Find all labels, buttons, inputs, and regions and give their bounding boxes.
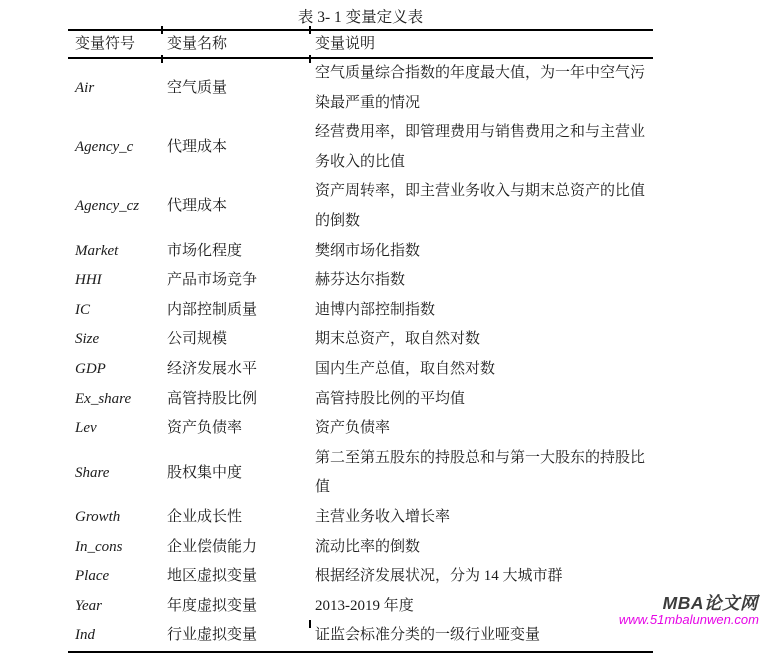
variable-name: 经济发展水平 [167,360,258,377]
table-row [68,444,653,503]
variable-name: 代理成本 [167,138,228,155]
column-divider-tick [161,26,163,34]
variable-description: 迪博内部控制指数 [315,301,436,318]
table-row [68,118,653,177]
variable-name: 企业偿债能力 [167,538,258,555]
variable-name: 行业虚拟变量 [167,627,258,644]
header-row [68,30,653,58]
variable-name: 公司规模 [167,331,228,348]
variable-description: 流动比率的倒数 [315,538,421,555]
variable-name: 市场化程度 [167,242,243,259]
variable-symbol: Agency_cz [75,198,140,215]
variable-definition-table [68,29,653,653]
variable-symbol: Ind [75,627,95,644]
header-variable-description: 变量说明 [315,36,376,52]
variable-description: 第二至第五股东的持股总和与第一大股东的持股比值 [315,449,646,496]
table-row [68,237,653,267]
table-row [68,177,653,236]
variable-symbol: Share [75,464,110,481]
variable-symbol: Year [75,597,102,614]
table-row [68,355,653,385]
variable-description: 经营费用率，即管理费用与销售费用之和与主营业务收入的比值 [315,124,646,170]
table-row [68,414,653,444]
table-body [68,58,653,652]
variable-description: 国内生产总值，取自然对数 [315,360,496,377]
variable-description: 空气质量综合指数的年度最大值，为一年中空气污染最严重的情况 [315,65,646,111]
variable-name: 资产负债率 [167,420,243,437]
table [68,29,653,653]
variable-description: 根据经济发展状况，分为 14 大城市群 [315,568,563,585]
variable-name: 股权集中度 [167,464,243,481]
variable-symbol: In_cons [75,538,123,555]
variable-name: 企业成长性 [167,508,243,525]
variable-name: 高管持股比例 [167,390,258,407]
watermark-logo: MBA论文网 [662,593,758,613]
column-divider-tick [309,620,311,628]
variable-description: 资产周转率，即主营业务收入与期末总资产的比值的倒数 [315,183,646,229]
variable-name: 空气质量 [167,79,228,96]
variable-description: 主营业务收入增长率 [315,508,451,525]
variable-symbol: Market [75,242,119,259]
table-row [68,503,653,533]
variable-name: 内部控制质量 [167,301,258,318]
variable-symbol: Agency_c [75,138,134,155]
column-divider-tick [309,26,311,34]
variable-description: 赫芬达尔指数 [315,272,406,289]
table-row [68,266,653,296]
variable-description: 证监会标准分类的一级行业哑变量 [315,627,541,644]
table-row [68,592,653,622]
table-row [68,562,653,592]
table-caption: 表 3- 1 变量定义表 [297,9,424,26]
variable-symbol: HHI [75,272,102,289]
table-row [68,621,653,652]
variable-symbol: GDP [75,360,106,377]
table-row [68,58,653,118]
variable-description: 资产负债率 [315,420,391,437]
column-divider-tick [161,55,163,63]
variable-description: 2013-2019 年度 [315,597,414,614]
column-divider-tick [309,55,311,63]
variable-symbol: Growth [75,508,121,525]
table-row [68,296,653,326]
variable-description: 樊纲市场化指数 [315,242,421,259]
variable-symbol: IC [75,301,90,318]
variable-symbol: Air [75,79,95,96]
variable-description: 期末总资产，取自然对数 [315,331,481,348]
table-row [68,325,653,355]
watermark-url: www.51mbalunwen.com [618,612,759,627]
variable-name: 年度虚拟变量 [167,597,258,614]
variable-name: 地区虚拟变量 [167,568,258,585]
header-variable-symbol: 变量符号 [75,36,136,52]
variable-name: 产品市场竞争 [167,272,258,289]
variable-symbol: Lev [75,420,97,437]
header-variable-name: 变量名称 [167,36,228,52]
table-row [68,385,653,415]
variable-description: 高管持股比例的平均值 [315,390,466,407]
variable-symbol: Size [75,331,100,348]
variable-name: 代理成本 [167,198,228,215]
variable-symbol: Place [75,568,110,585]
variable-symbol: Ex_share [75,390,132,407]
table-row [68,533,653,563]
